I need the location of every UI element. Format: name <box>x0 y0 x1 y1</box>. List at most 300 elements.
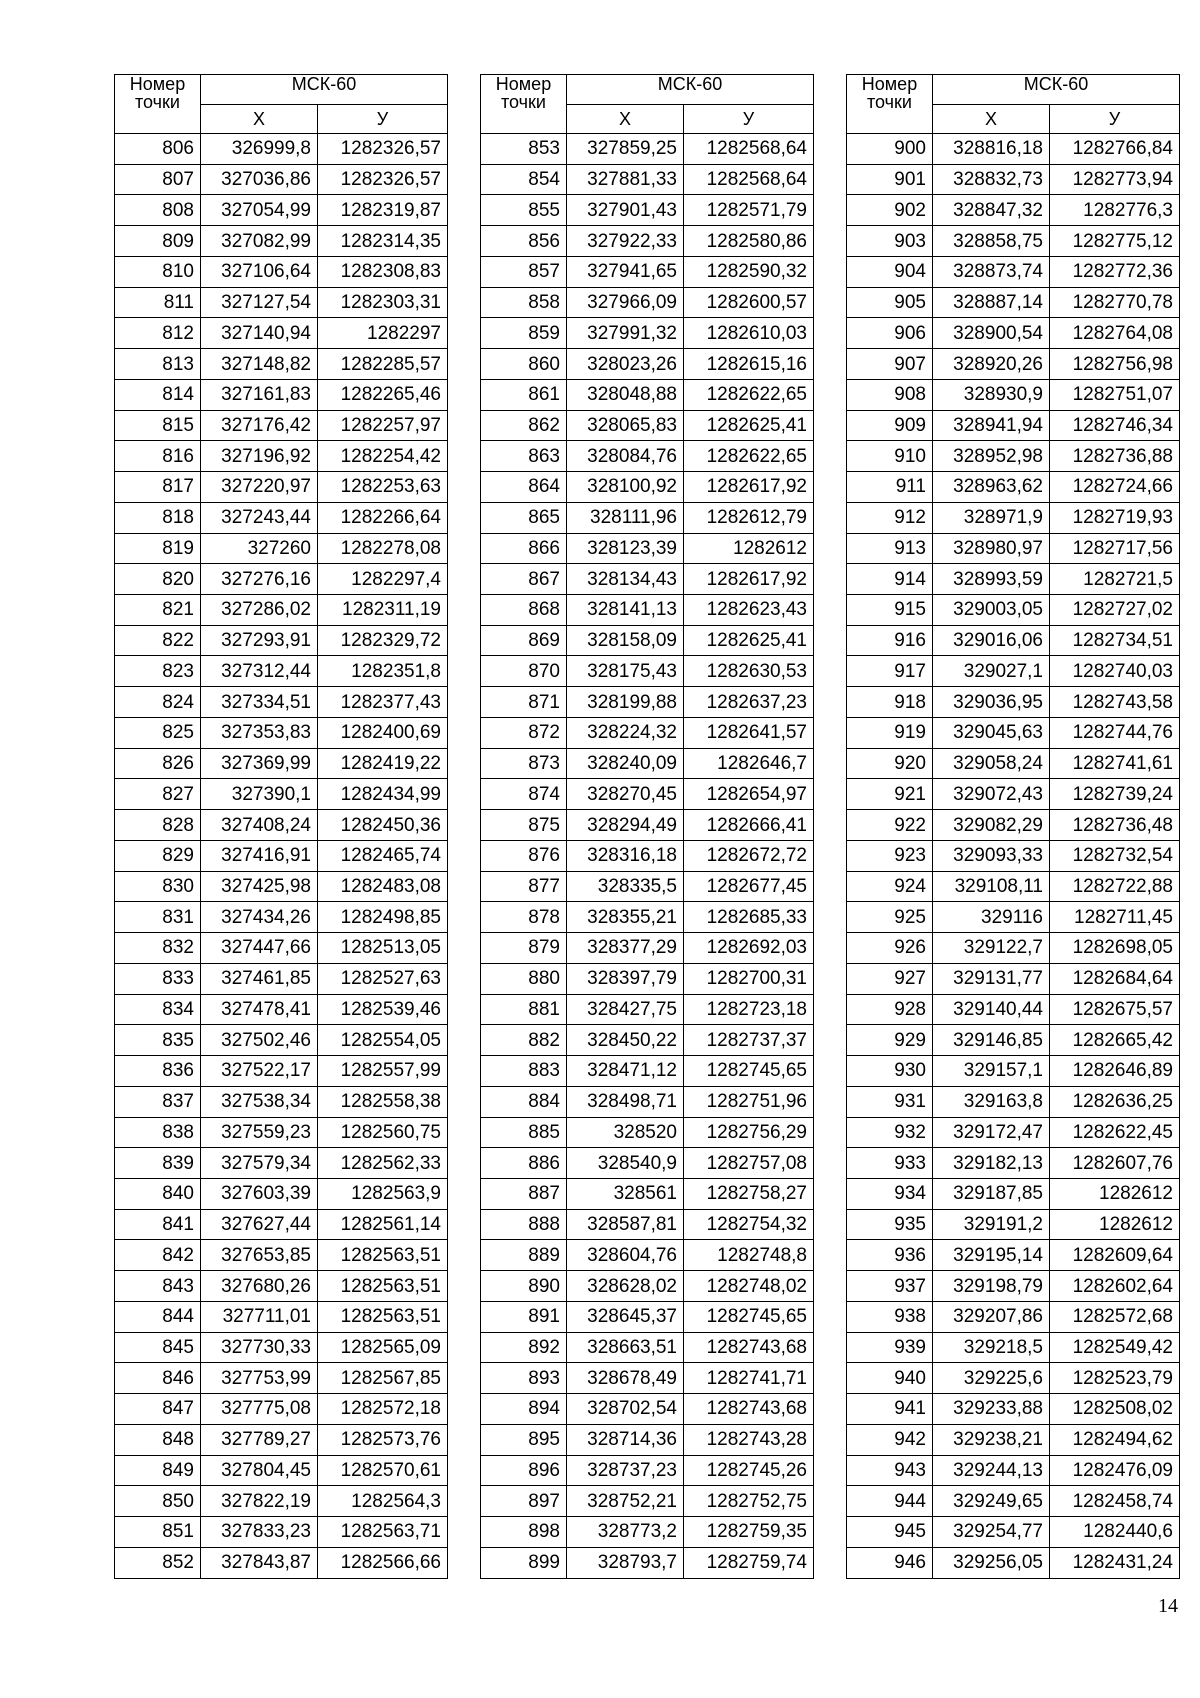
table-row <box>481 810 814 841</box>
point-number-cell: 908 <box>847 379 933 410</box>
y-coordinate-cell: 1282751,07 <box>1050 379 1180 410</box>
y-coordinate-cell: 1282572,18 <box>318 1394 448 1425</box>
y-coordinate-cell: 1282617,92 <box>684 564 814 595</box>
point-number-cell: 817 <box>115 472 201 503</box>
point-number-cell: 918 <box>847 687 933 718</box>
x-coordinate-cell: 328224,32 <box>567 717 684 748</box>
x-coordinate-cell: 329172,47 <box>933 1117 1050 1148</box>
y-coordinate-cell: 1282717,56 <box>1050 533 1180 564</box>
table-row <box>115 810 448 841</box>
x-coordinate-cell: 327416,91 <box>201 840 318 871</box>
point-number-cell: 841 <box>115 1209 201 1240</box>
table-row <box>481 1363 814 1394</box>
y-coordinate-cell: 1282311,19 <box>318 595 448 626</box>
y-coordinate-cell: 1282609,64 <box>1050 1240 1180 1271</box>
x-coordinate-cell: 327603,39 <box>201 1178 318 1209</box>
y-coordinate-cell: 1282580,86 <box>684 226 814 257</box>
x-coordinate-cell: 327522,17 <box>201 1056 318 1087</box>
point-number-cell: 840 <box>115 1178 201 1209</box>
header-x: Х <box>201 104 318 134</box>
point-number-cell: 925 <box>847 902 933 933</box>
point-number-cell: 893 <box>481 1363 567 1394</box>
point-number-cell: 881 <box>481 994 567 1025</box>
table-row <box>115 595 448 626</box>
table-body <box>115 134 448 1579</box>
table-row <box>847 1117 1180 1148</box>
x-coordinate-cell: 328397,79 <box>567 963 684 994</box>
y-coordinate-cell: 1282465,74 <box>318 840 448 871</box>
header-point-number: Номер точки <box>115 75 201 134</box>
x-coordinate-cell: 328678,49 <box>567 1363 684 1394</box>
y-coordinate-cell: 1282565,09 <box>318 1332 448 1363</box>
point-number-cell: 901 <box>847 164 933 195</box>
y-coordinate-cell: 1282568,64 <box>684 134 814 165</box>
table-row <box>847 717 1180 748</box>
coordinate-table-2 <box>480 74 814 1579</box>
y-coordinate-cell: 1282743,58 <box>1050 687 1180 718</box>
y-coordinate-cell: 1282612 <box>1050 1209 1180 1240</box>
x-coordinate-cell: 328930,9 <box>933 379 1050 410</box>
table-row <box>115 1547 448 1578</box>
coordinate-table-1 <box>114 74 448 1579</box>
table-row <box>847 963 1180 994</box>
point-number-cell: 876 <box>481 840 567 871</box>
point-number-cell: 892 <box>481 1332 567 1363</box>
table-row <box>115 902 448 933</box>
table-row <box>847 933 1180 964</box>
point-number-cell: 891 <box>481 1301 567 1332</box>
y-coordinate-cell: 1282617,92 <box>684 472 814 503</box>
point-number-cell: 811 <box>115 287 201 318</box>
point-number-cell: 867 <box>481 564 567 595</box>
point-number-cell: 853 <box>481 134 567 165</box>
point-number-cell: 929 <box>847 1025 933 1056</box>
point-number-cell: 916 <box>847 625 933 656</box>
table-row <box>847 164 1180 195</box>
x-coordinate-cell: 328355,21 <box>567 902 684 933</box>
x-coordinate-cell: 328427,75 <box>567 994 684 1025</box>
table-row <box>115 1148 448 1179</box>
x-coordinate-cell: 327478,41 <box>201 994 318 1025</box>
point-number-cell: 819 <box>115 533 201 564</box>
y-coordinate-cell: 1282736,48 <box>1050 810 1180 841</box>
point-number-cell: 827 <box>115 779 201 810</box>
y-coordinate-cell: 1282253,63 <box>318 472 448 503</box>
y-coordinate-cell: 1282646,89 <box>1050 1056 1180 1087</box>
point-number-cell: 880 <box>481 963 567 994</box>
y-coordinate-cell: 1282615,16 <box>684 349 814 380</box>
table-row <box>481 226 814 257</box>
y-coordinate-cell: 1282740,03 <box>1050 656 1180 687</box>
x-coordinate-cell: 327334,51 <box>201 687 318 718</box>
table-row <box>847 1455 1180 1486</box>
point-number-cell: 816 <box>115 441 201 472</box>
x-coordinate-cell: 328737,23 <box>567 1455 684 1486</box>
x-coordinate-cell: 327106,64 <box>201 256 318 287</box>
x-coordinate-cell: 329157,1 <box>933 1056 1050 1087</box>
x-coordinate-cell: 328335,5 <box>567 871 684 902</box>
point-number-cell: 879 <box>481 933 567 964</box>
y-coordinate-cell: 1282602,64 <box>1050 1271 1180 1302</box>
table-row <box>115 1394 448 1425</box>
y-coordinate-cell: 1282612 <box>1050 1178 1180 1209</box>
x-coordinate-cell: 327353,83 <box>201 717 318 748</box>
point-number-cell: 858 <box>481 287 567 318</box>
header-y: У <box>1050 104 1180 134</box>
x-coordinate-cell: 328873,74 <box>933 256 1050 287</box>
y-coordinate-cell: 1282625,41 <box>684 410 814 441</box>
table-row <box>847 687 1180 718</box>
table-row <box>481 933 814 964</box>
point-number-cell: 809 <box>115 226 201 257</box>
table-row <box>847 287 1180 318</box>
point-number-cell: 864 <box>481 472 567 503</box>
point-number-cell: 914 <box>847 564 933 595</box>
table-row <box>481 1271 814 1302</box>
x-coordinate-cell: 328773,2 <box>567 1517 684 1548</box>
y-coordinate-cell: 1282563,71 <box>318 1517 448 1548</box>
table-row <box>847 1056 1180 1087</box>
x-coordinate-cell: 327447,66 <box>201 933 318 964</box>
y-coordinate-cell: 1282724,66 <box>1050 472 1180 503</box>
x-coordinate-cell: 329058,24 <box>933 748 1050 779</box>
y-coordinate-cell: 1282654,97 <box>684 779 814 810</box>
x-coordinate-cell: 328604,76 <box>567 1240 684 1271</box>
table-row <box>481 625 814 656</box>
y-coordinate-cell: 1282308,83 <box>318 256 448 287</box>
x-coordinate-cell: 328065,83 <box>567 410 684 441</box>
point-number-cell: 848 <box>115 1424 201 1455</box>
point-number-cell: 861 <box>481 379 567 410</box>
table-row <box>481 1301 814 1332</box>
x-coordinate-cell: 328123,39 <box>567 533 684 564</box>
x-coordinate-cell: 327502,46 <box>201 1025 318 1056</box>
table-row <box>115 164 448 195</box>
x-coordinate-cell: 329182,13 <box>933 1148 1050 1179</box>
point-number-cell: 942 <box>847 1424 933 1455</box>
point-number-cell: 818 <box>115 502 201 533</box>
point-number-cell: 937 <box>847 1271 933 1302</box>
point-number-cell: 866 <box>481 533 567 564</box>
point-number-cell: 859 <box>481 318 567 349</box>
table-row <box>847 902 1180 933</box>
point-number-cell: 905 <box>847 287 933 318</box>
x-coordinate-cell: 328900,54 <box>933 318 1050 349</box>
x-coordinate-cell: 327822,19 <box>201 1486 318 1517</box>
x-coordinate-cell: 328752,21 <box>567 1486 684 1517</box>
table-row <box>481 533 814 564</box>
point-number-cell: 883 <box>481 1056 567 1087</box>
point-number-cell: 825 <box>115 717 201 748</box>
x-coordinate-cell: 327843,87 <box>201 1547 318 1578</box>
point-number-cell: 897 <box>481 1486 567 1517</box>
point-number-cell: 872 <box>481 717 567 748</box>
x-coordinate-cell: 327434,26 <box>201 902 318 933</box>
y-coordinate-cell: 1282666,41 <box>684 810 814 841</box>
y-coordinate-cell: 1282612,79 <box>684 502 814 533</box>
x-coordinate-cell: 329256,05 <box>933 1547 1050 1578</box>
y-coordinate-cell: 1282564,3 <box>318 1486 448 1517</box>
y-coordinate-cell: 1282567,85 <box>318 1363 448 1394</box>
y-coordinate-cell: 1282590,32 <box>684 256 814 287</box>
x-coordinate-cell: 329082,29 <box>933 810 1050 841</box>
y-coordinate-cell: 1282476,09 <box>1050 1455 1180 1486</box>
x-coordinate-cell: 329122,7 <box>933 933 1050 964</box>
point-number-cell: 890 <box>481 1271 567 1302</box>
x-coordinate-cell: 328980,97 <box>933 533 1050 564</box>
table-row <box>115 687 448 718</box>
y-coordinate-cell: 1282700,31 <box>684 963 814 994</box>
x-coordinate-cell: 328952,98 <box>933 441 1050 472</box>
point-number-cell: 894 <box>481 1394 567 1425</box>
y-coordinate-cell: 1282440,6 <box>1050 1517 1180 1548</box>
header-coordinate-system: МСК-60 <box>567 75 814 105</box>
table-row <box>481 502 814 533</box>
point-number-cell: 922 <box>847 810 933 841</box>
point-number-cell: 885 <box>481 1117 567 1148</box>
point-number-cell: 875 <box>481 810 567 841</box>
y-coordinate-cell: 1282665,42 <box>1050 1025 1180 1056</box>
x-coordinate-cell: 328175,43 <box>567 656 684 687</box>
y-coordinate-cell: 1282622,45 <box>1050 1117 1180 1148</box>
table-row <box>115 994 448 1025</box>
x-coordinate-cell: 329207,86 <box>933 1301 1050 1332</box>
point-number-cell: 829 <box>115 840 201 871</box>
x-coordinate-cell: 327881,33 <box>567 164 684 195</box>
y-coordinate-cell: 1282573,76 <box>318 1424 448 1455</box>
y-coordinate-cell: 1282748,8 <box>684 1240 814 1271</box>
table-row <box>847 1240 1180 1271</box>
table-row <box>115 564 448 595</box>
y-coordinate-cell: 1282759,74 <box>684 1547 814 1578</box>
x-coordinate-cell: 329016,06 <box>933 625 1050 656</box>
table-row <box>481 1025 814 1056</box>
x-coordinate-cell: 328793,7 <box>567 1547 684 1578</box>
table-row <box>481 1517 814 1548</box>
point-number-cell: 824 <box>115 687 201 718</box>
x-coordinate-cell: 329072,43 <box>933 779 1050 810</box>
table-row <box>847 779 1180 810</box>
y-coordinate-cell: 1282759,35 <box>684 1517 814 1548</box>
point-number-cell: 911 <box>847 472 933 503</box>
point-number-cell: 902 <box>847 195 933 226</box>
x-coordinate-cell: 327082,99 <box>201 226 318 257</box>
table-row <box>481 1332 814 1363</box>
point-number-cell: 882 <box>481 1025 567 1056</box>
y-coordinate-cell: 1282745,26 <box>684 1455 814 1486</box>
x-coordinate-cell: 328645,37 <box>567 1301 684 1332</box>
point-number-cell: 903 <box>847 226 933 257</box>
y-coordinate-cell: 1282677,45 <box>684 871 814 902</box>
y-coordinate-cell: 1282776,3 <box>1050 195 1180 226</box>
table-row <box>847 1332 1180 1363</box>
y-coordinate-cell: 1282523,79 <box>1050 1363 1180 1394</box>
x-coordinate-cell: 329108,11 <box>933 871 1050 902</box>
table-row <box>115 195 448 226</box>
point-number-cell: 846 <box>115 1363 201 1394</box>
point-number-cell: 852 <box>115 1547 201 1578</box>
x-coordinate-cell: 327243,44 <box>201 502 318 533</box>
x-coordinate-cell: 328858,75 <box>933 226 1050 257</box>
y-coordinate-cell: 1282570,61 <box>318 1455 448 1486</box>
y-coordinate-cell: 1282549,42 <box>1050 1332 1180 1363</box>
y-coordinate-cell: 1282610,03 <box>684 318 814 349</box>
table-row <box>115 717 448 748</box>
y-coordinate-cell: 1282562,33 <box>318 1148 448 1179</box>
table-row <box>481 472 814 503</box>
y-coordinate-cell: 1282431,24 <box>1050 1547 1180 1578</box>
table-row <box>847 410 1180 441</box>
point-number-cell: 920 <box>847 748 933 779</box>
point-number-cell: 906 <box>847 318 933 349</box>
table-row <box>847 1424 1180 1455</box>
header-y: У <box>318 104 448 134</box>
point-number-cell: 810 <box>115 256 201 287</box>
x-coordinate-cell: 328520 <box>567 1117 684 1148</box>
table-row <box>481 687 814 718</box>
x-coordinate-cell: 329131,77 <box>933 963 1050 994</box>
x-coordinate-cell: 328316,18 <box>567 840 684 871</box>
y-coordinate-cell: 1282568,64 <box>684 164 814 195</box>
table-row <box>481 256 814 287</box>
y-coordinate-cell: 1282745,65 <box>684 1056 814 1087</box>
y-coordinate-cell: 1282746,34 <box>1050 410 1180 441</box>
point-number-cell: 851 <box>115 1517 201 1548</box>
y-coordinate-cell: 1282561,14 <box>318 1209 448 1240</box>
header-coordinate-system: МСК-60 <box>201 75 448 105</box>
table-row <box>115 1240 448 1271</box>
x-coordinate-cell: 329225,6 <box>933 1363 1050 1394</box>
table-row <box>481 902 814 933</box>
point-number-cell: 850 <box>115 1486 201 1517</box>
y-coordinate-cell: 1282419,22 <box>318 748 448 779</box>
point-number-cell: 909 <box>847 410 933 441</box>
point-number-cell: 847 <box>115 1394 201 1425</box>
point-number-cell: 836 <box>115 1056 201 1087</box>
x-coordinate-cell: 328084,76 <box>567 441 684 472</box>
table-row <box>115 1025 448 1056</box>
y-coordinate-cell: 1282685,33 <box>684 902 814 933</box>
x-coordinate-cell: 327161,83 <box>201 379 318 410</box>
table-row <box>847 134 1180 165</box>
y-coordinate-cell: 1282623,43 <box>684 595 814 626</box>
x-coordinate-cell: 328702,54 <box>567 1394 684 1425</box>
point-number-cell: 924 <box>847 871 933 902</box>
point-number-cell: 806 <box>115 134 201 165</box>
y-coordinate-cell: 1282736,88 <box>1050 441 1180 472</box>
table-row <box>481 195 814 226</box>
y-coordinate-cell: 1282698,05 <box>1050 933 1180 964</box>
table-row <box>481 1056 814 1087</box>
point-number-cell: 820 <box>115 564 201 595</box>
x-coordinate-cell: 327753,99 <box>201 1363 318 1394</box>
table-row <box>115 1486 448 1517</box>
y-coordinate-cell: 1282314,35 <box>318 226 448 257</box>
x-coordinate-cell: 327789,27 <box>201 1424 318 1455</box>
y-coordinate-cell: 1282513,05 <box>318 933 448 964</box>
y-coordinate-cell: 1282557,99 <box>318 1056 448 1087</box>
y-coordinate-cell: 1282711,45 <box>1050 902 1180 933</box>
x-coordinate-cell: 329003,05 <box>933 595 1050 626</box>
y-coordinate-cell: 1282572,68 <box>1050 1301 1180 1332</box>
point-number-cell: 815 <box>115 410 201 441</box>
point-number-cell: 877 <box>481 871 567 902</box>
table-row <box>115 1455 448 1486</box>
x-coordinate-cell: 328587,81 <box>567 1209 684 1240</box>
x-coordinate-cell: 327054,99 <box>201 195 318 226</box>
x-coordinate-cell: 327390,1 <box>201 779 318 810</box>
point-number-cell: 921 <box>847 779 933 810</box>
y-coordinate-cell: 1282319,87 <box>318 195 448 226</box>
y-coordinate-cell: 1282675,57 <box>1050 994 1180 1025</box>
point-number-cell: 833 <box>115 963 201 994</box>
table-row <box>115 1117 448 1148</box>
point-number-cell: 938 <box>847 1301 933 1332</box>
x-coordinate-cell: 328714,36 <box>567 1424 684 1455</box>
x-coordinate-cell: 328847,32 <box>933 195 1050 226</box>
table-row <box>481 1148 814 1179</box>
table-row <box>481 441 814 472</box>
table-row <box>847 441 1180 472</box>
table-row <box>481 564 814 595</box>
point-number-cell: 830 <box>115 871 201 902</box>
y-coordinate-cell: 1282285,57 <box>318 349 448 380</box>
x-coordinate-cell: 329238,21 <box>933 1424 1050 1455</box>
point-number-cell: 941 <box>847 1394 933 1425</box>
y-coordinate-cell: 1282684,64 <box>1050 963 1180 994</box>
table-row <box>481 595 814 626</box>
x-coordinate-cell: 329187,85 <box>933 1178 1050 1209</box>
y-coordinate-cell: 1282498,85 <box>318 902 448 933</box>
y-coordinate-cell: 1282752,75 <box>684 1486 814 1517</box>
y-coordinate-cell: 1282622,65 <box>684 441 814 472</box>
point-number-cell: 828 <box>115 810 201 841</box>
table-row <box>847 871 1180 902</box>
y-coordinate-cell: 1282625,41 <box>684 625 814 656</box>
table-row <box>847 502 1180 533</box>
table-row <box>115 1301 448 1332</box>
table-row <box>115 318 448 349</box>
table-row <box>115 1271 448 1302</box>
y-coordinate-cell: 1282563,51 <box>318 1240 448 1271</box>
x-coordinate-cell: 328270,45 <box>567 779 684 810</box>
y-coordinate-cell: 1282539,46 <box>318 994 448 1025</box>
table-row <box>481 656 814 687</box>
point-number-cell: 814 <box>115 379 201 410</box>
point-number-cell: 842 <box>115 1240 201 1271</box>
point-number-cell: 865 <box>481 502 567 533</box>
table-row <box>481 1424 814 1455</box>
table-row <box>115 287 448 318</box>
table-row <box>481 1394 814 1425</box>
x-coordinate-cell: 328377,29 <box>567 933 684 964</box>
point-number-cell: 943 <box>847 1455 933 1486</box>
x-coordinate-cell: 328628,02 <box>567 1271 684 1302</box>
point-number-cell: 928 <box>847 994 933 1025</box>
y-coordinate-cell: 1282326,57 <box>318 134 448 165</box>
point-number-cell: 868 <box>481 595 567 626</box>
point-number-cell: 904 <box>847 256 933 287</box>
x-coordinate-cell: 329233,88 <box>933 1394 1050 1425</box>
table-row <box>481 1086 814 1117</box>
y-coordinate-cell: 1282483,08 <box>318 871 448 902</box>
point-number-cell: 939 <box>847 1332 933 1363</box>
y-coordinate-cell: 1282297,4 <box>318 564 448 595</box>
table-row <box>847 1086 1180 1117</box>
y-coordinate-cell: 1282692,03 <box>684 933 814 964</box>
point-number-cell: 936 <box>847 1240 933 1271</box>
table-body <box>481 134 814 1579</box>
